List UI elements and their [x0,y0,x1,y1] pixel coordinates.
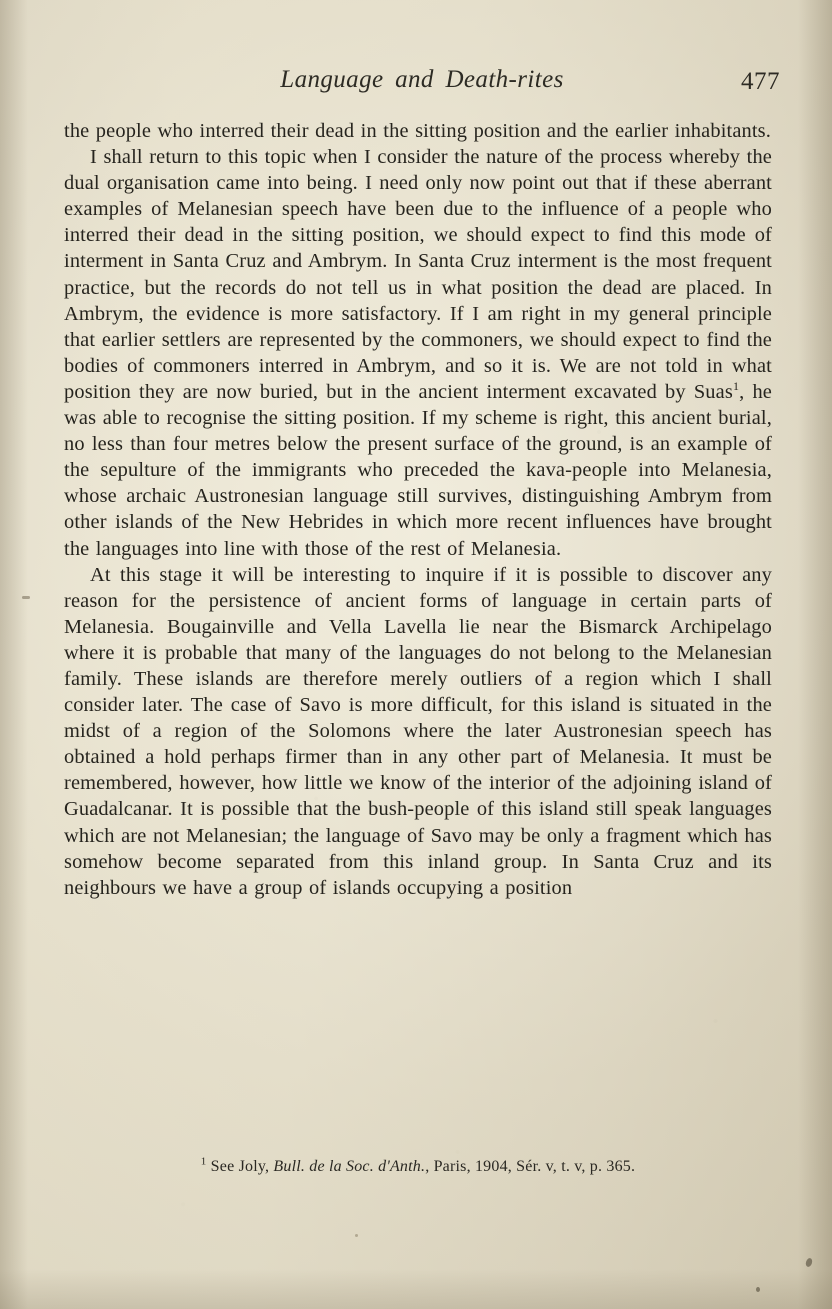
footnote-citation-title: Bull. de la Soc. d'Anth. [273,1158,426,1175]
page-number: 477 [741,68,780,95]
page-header [64,66,780,100]
footnote-reference-marker[interactable]: 1 [732,379,740,394]
footnote-text-after: , Paris, 1904, Sér. v, t. v, p. 365. [425,1158,636,1175]
paragraph-2 [64,144,772,562]
running-title: Language and Death-rites [280,66,564,93]
paper-speck [22,596,30,599]
page-edge-shadow-left [0,0,28,1309]
footnote-marker: 1 [200,1155,207,1168]
page-edge-shadow-bottom [0,1269,832,1309]
page-body [64,118,772,901]
paper-speck [805,1257,813,1267]
footnote-text-before: See Joly, [206,1158,274,1175]
paper-speck [355,1234,358,1237]
paper-speck [756,1287,760,1292]
page-edge-shadow-right [798,0,832,1309]
paragraph-1: the people who interred their dead in the sitting position and the earlier inhabitants. [64,120,772,142]
footnote-1 [64,1157,772,1177]
paragraph-2-part-a: I shall return to this topic when I consider the nature of the process whereby the dual organisation came into being. I need only now point out that if these aberrant examples of Melanesian speech have been due to the influence of a people who interred their dead in the sitting position, we should expect to find this mode of interment in Santa Cruz and Ambrym. In Santa Cruz interment is the most frequent practice, but the records do not tell us in what position the dead are placed. In Ambrym, the evidence is more satisfactory. If I am right in my general principle that earlier settlers are represented by the commoners, we should expect to find the bodies of commoners interred in Ambrym, and so it is. We are not told in what position they are now buried, but in the ancient interment excavated by Suas [64,146,772,403]
paragraph-3: At this stage it will be interesting to inquire if it is possible to discover any reason for the persistence of ancient forms of language in certain parts of Melanesia. Bougainville and Vella Lavella lie near the Bismarck Archipelago where it is probable that many of the languages do not belong to the Melanesian family. These islands are therefore merely outliers of a region which I shall consider later. The case of Savo is more difficult, for this island is situated in the midst of a region of the Solomons where the later Austronesian speech has obtained a hold perhaps firmer than in any other part of Melanesia. It must be remembered, however, how little we know of the interior of the adjoining island of Guadalcanar. It is possible that the bush-people of this island still speak languages which are not Melanesian; the language of Savo may be only a fragment which has somehow become separated from this inland group. In Santa Cruz and its neighbours we have a group of islands occupying a position [64,563,772,899]
paragraph-2-part-b: , he was able to recognise the sitting position. If my scheme is right, this ancient burial, no less than four metres below the present surface of the ground, is an example of the sepulture of the immigrants who preceded the kava-people into Melanesia, whose archaic Austronesian language still survives, distinguishing Ambrym from other islands of the New Hebrides in which more recent influences have brought the languages into line with those of the rest of Melanesia. [64,380,772,560]
